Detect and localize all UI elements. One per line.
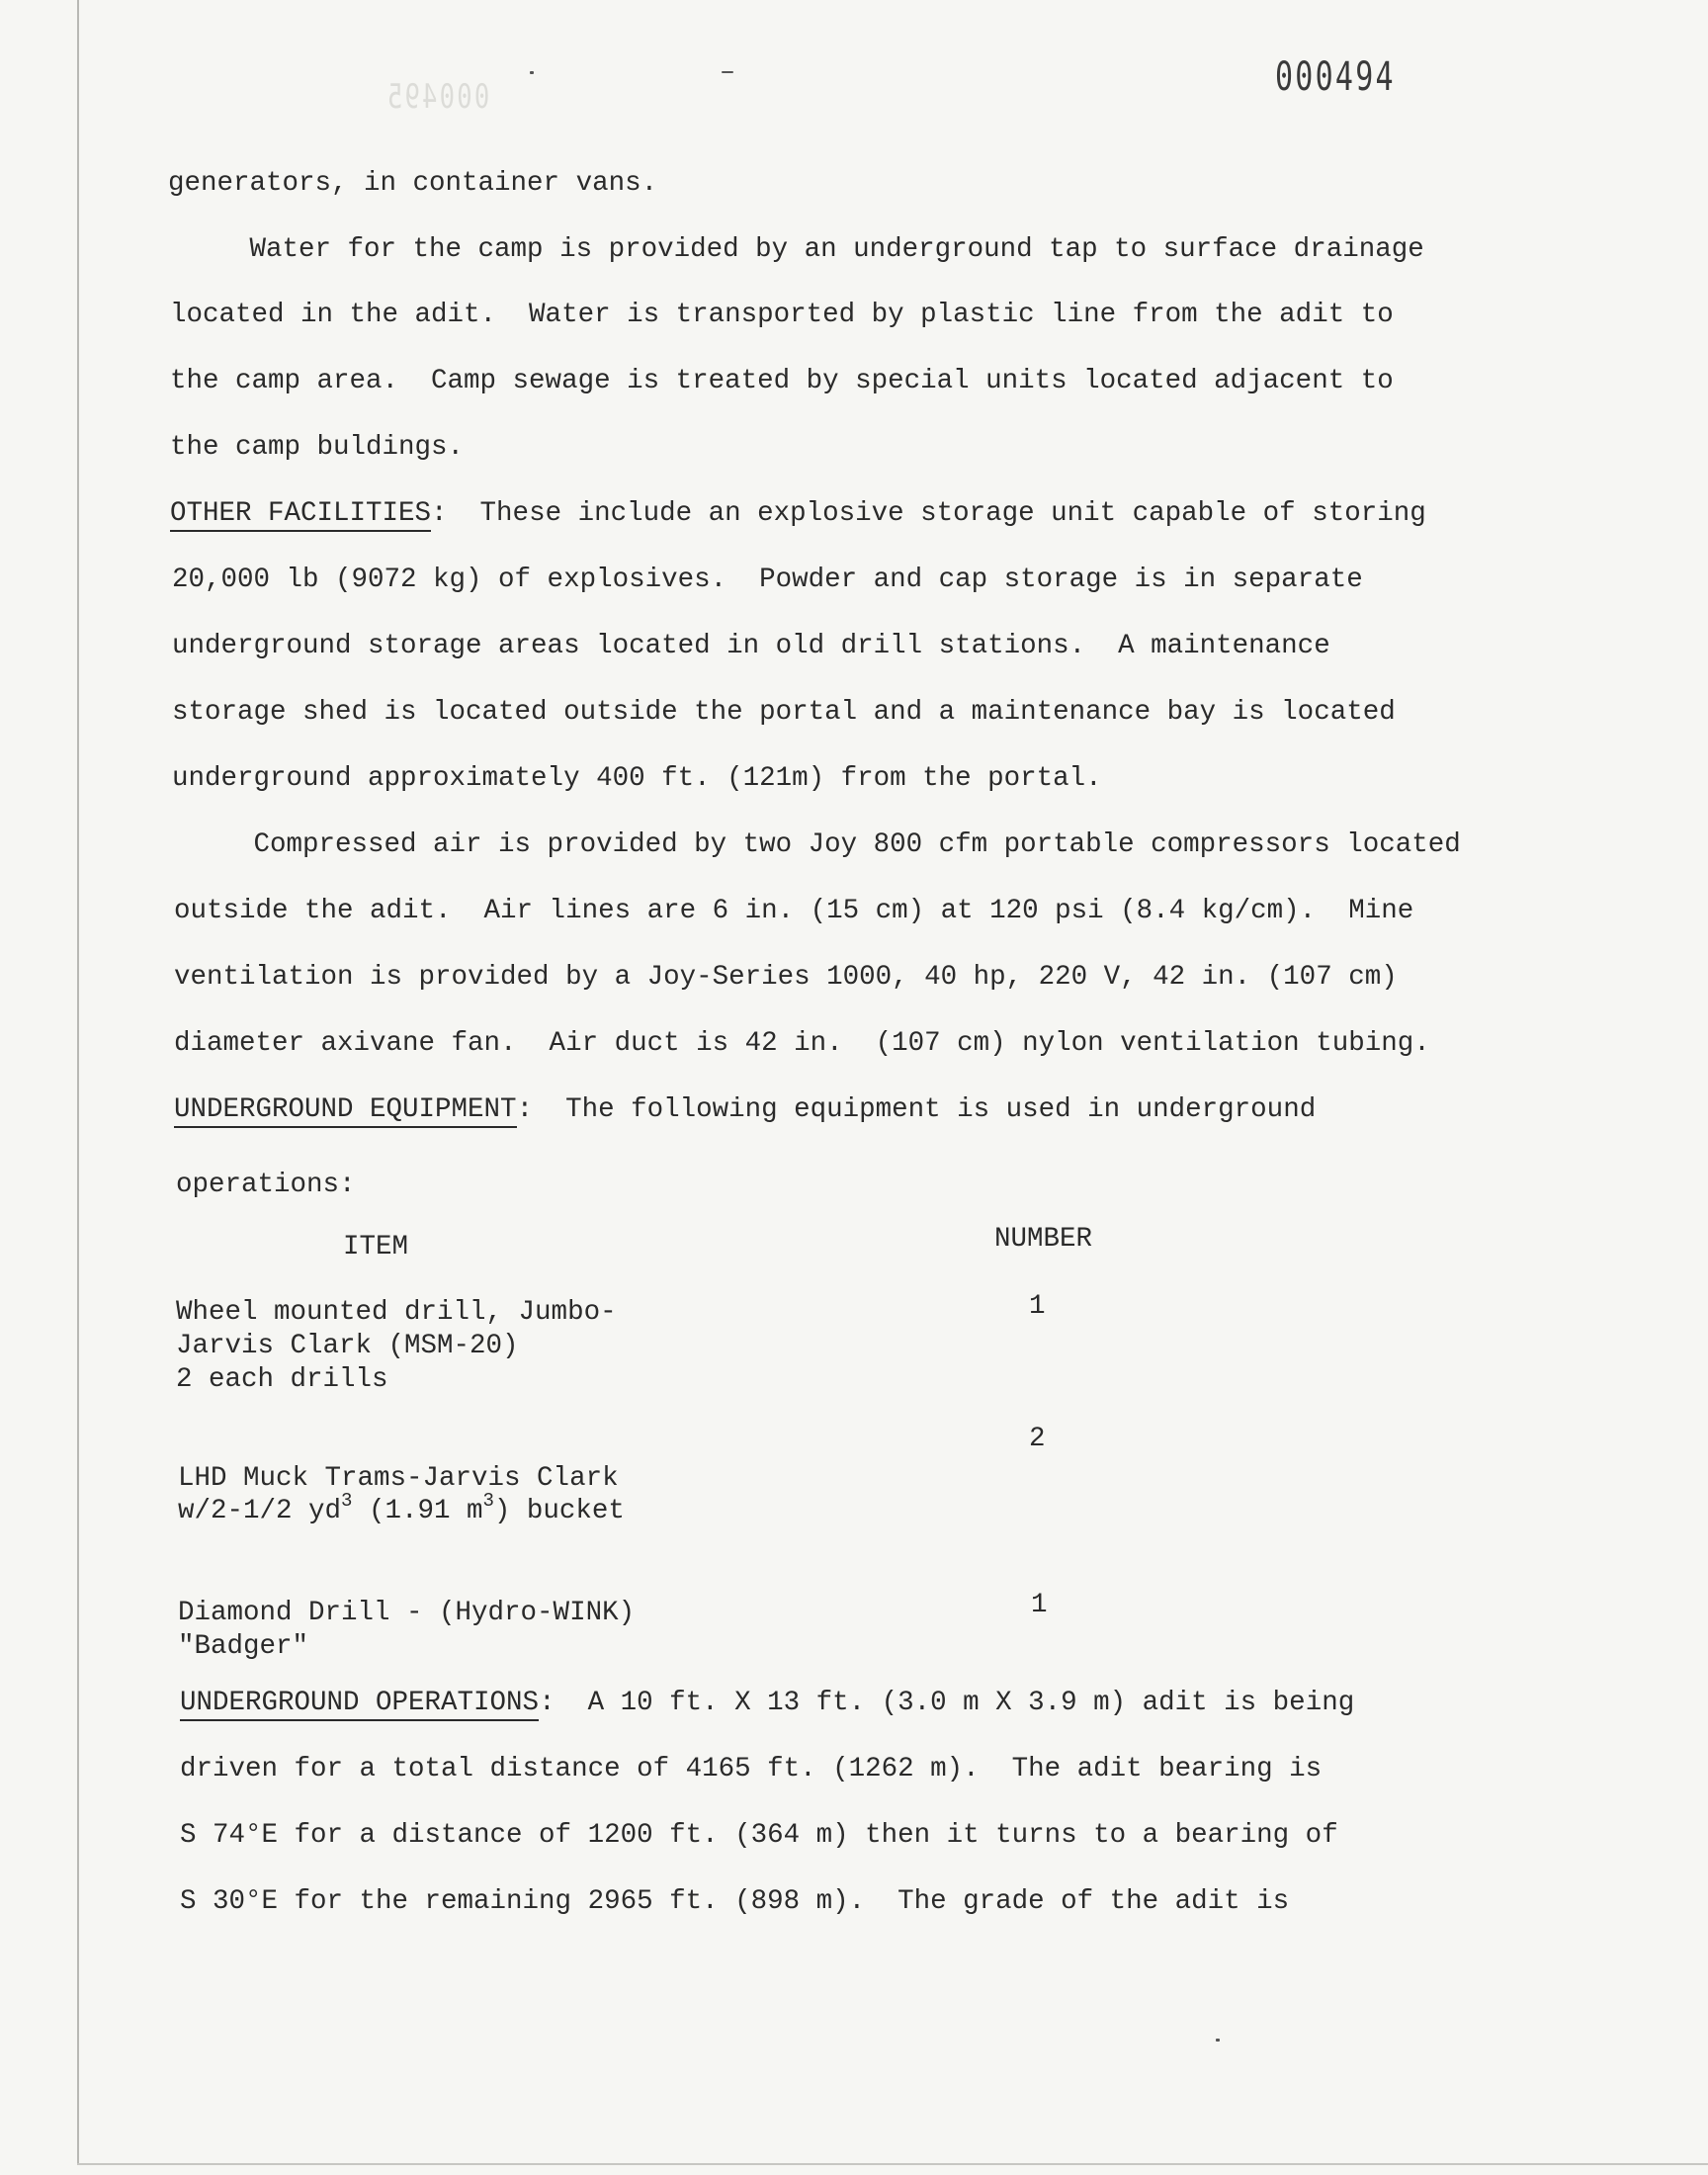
table-cell-item: Diamond Drill - (Hydro-WINK) [178,1598,636,1628]
scan-speck [1216,2039,1220,2042]
text-line: diameter axivane fan. Air duct is 42 in. (107 cm) nylon ventilation tubing. [174,1028,1430,1059]
text-line: underground approximately 400 ft. (121m) from the portal. [172,763,1102,794]
section-heading-underground-operations: UNDERGROUND OPERATIONS [180,1688,539,1721]
page-number: 000494 [1275,54,1396,100]
table-cell-item: Jarvis Clark (MSM-20) [176,1331,519,1361]
scan-speck [722,71,733,73]
page-left-edge [77,0,79,2165]
table-cell-item: "Badger" [178,1631,309,1662]
scan-speck [530,71,534,74]
table-cell-item [178,1489,625,1527]
text-line: Water for the camp is provided by an underground tap to surface drainage [168,234,1424,265]
text-fragment: w/2-1/2 yd [178,1496,342,1526]
text-fragment: : The following equipment is used in underground [516,1094,1317,1125]
text-line: the camp area. Camp sewage is treated by special units located adjacent to [170,366,1394,396]
text-line: underground storage areas located in old drill stations. A maintenance [172,631,1330,661]
table-cell-number: 1 [1031,1590,1048,1620]
bleed-through-page-number: 000495 [384,77,490,117]
text-line: operations: [176,1170,356,1200]
text-line: S 74°E for a distance of 1200 ft. (364 m) then it turns to a bearing of [180,1820,1338,1851]
text-line: located in the adit. Water is transported by plastic line from the adit to [170,300,1394,330]
page-bottom-edge [77,2163,1708,2165]
text-line: 20,000 lb (9072 kg) of explosives. Powder and cap storage is in separate [172,565,1363,595]
table-header-number: NUMBER [994,1224,1093,1255]
superscript: 3 [482,1489,494,1512]
table-header-item: ITEM [343,1232,409,1262]
text-line: outside the adit. Air lines are 6 in. (15 cm) at 120 psi (8.4 kg/cm). Mine [174,896,1414,926]
text-fragment: ) bucket [493,1496,625,1526]
text-fragment: : A 10 ft. X 13 ft. (3.0 m X 3.9 m) adit is being [539,1688,1355,1718]
table-cell-item: LHD Muck Trams-Jarvis Clark [178,1463,619,1494]
text-fragment: : These include an explosive storage unit capable of storing [431,498,1426,529]
section-heading-other-facilities: OTHER FACILITIES [170,498,431,532]
text-line: driven for a total distance of 4165 ft. (1262 m). The adit bearing is [180,1754,1323,1784]
table-cell-number: 1 [1029,1291,1046,1322]
table-cell-number: 2 [1029,1424,1046,1454]
text-line [174,1094,1316,1126]
text-line: the camp buldings. [170,432,465,463]
text-line: S 30°E for the remaining 2965 ft. (898 m). The grade of the adit is [180,1886,1290,1917]
text-line [170,498,1426,530]
text-line: storage shed is located outside the portal and a maintenance bay is located [172,697,1396,728]
text-line: Compressed air is provided by two Joy 800 cfm portable compressors located [172,829,1461,860]
text-fragment: (1.91 m [352,1496,483,1526]
table-cell-item: 2 each drills [176,1364,388,1395]
text-line [180,1688,1354,1719]
table-cell-item: Wheel mounted drill, Jumbo- [176,1297,617,1328]
text-line: ventilation is provided by a Joy-Series 1000, 40 hp, 220 V, 42 in. (107 cm) [174,962,1398,993]
superscript: 3 [341,1489,353,1512]
section-heading-underground-equipment: UNDERGROUND EQUIPMENT [174,1094,517,1128]
text-line: generators, in container vans. [168,168,658,199]
